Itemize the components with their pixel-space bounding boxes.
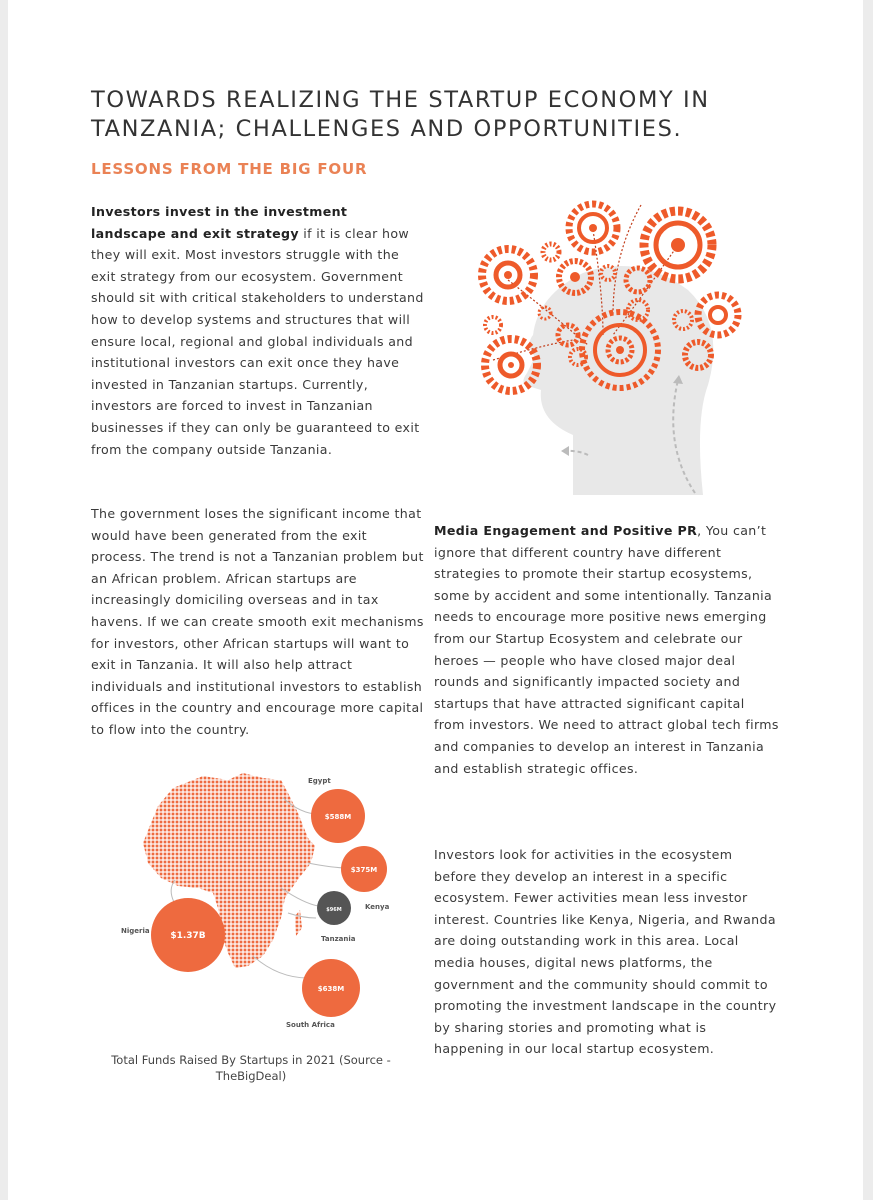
- africa-map-icon: [103, 768, 423, 1038]
- value-kenya-upper: $375M: [350, 866, 378, 874]
- value-nigeria: $1.37B: [170, 931, 206, 941]
- paragraph-media-engagement-lead: Media Engagement and Positive PR: [434, 523, 698, 538]
- paragraph-investor-activities: Investors look for activities in the ecosystem before they develop an interest in a specific ecosystem. Fewer activities mean less investor interest. Countries like Kenya, Nigeria, and Rwanda are doing outstanding work in this area. Local media houses, digital news platforms, the government and the community should commit to promoting the investment landscape in the country by sharing stories and promoting what is happening in our local startup ecosystem.: [434, 847, 777, 1057]
- label-tanzania: Tanzania: [321, 935, 356, 943]
- label-egypt: Egypt: [308, 777, 331, 785]
- value-south-africa: $638M: [317, 985, 345, 993]
- value-kenya: $96M: [326, 907, 342, 913]
- paragraph-government-income: The government loses the significant income that would have been generated from the exit process. The trend is not a Tanzanian problem but an African problem. African startups are increasingly domiciling overseas and in tax havens. If we can create smooth exit mechanisms for investors, other African startups will want to exit in Tanzania. It will also help attract individuals and institutional investors to establish offices in the country and encourage more capital to flow into the country.: [91, 506, 424, 737]
- label-kenya: Kenya: [365, 903, 390, 911]
- page-title: TOWARDS REALIZING THE STARTUP ECONOMY IN TANZANIA; CHALLENGES AND OPPORTUNITIES.: [91, 87, 710, 142]
- paragraph-exit-strategy-lead: Investors invest in the investment landscape and exit strategy: [91, 204, 348, 241]
- paragraph-exit-strategy-body: if it is clear how they will exit. Most investors struggle with the exit strategy from our ecosystem. Government should sit with critical stakeholders to understand how to develop systems and structures that will ensure local, regional and global individuals and institutional investors can exit once they have invested in Tanzanian startups. Currently, investors are forced to invest in Tanzanian businesses if they can only be guaranteed to exit from the company outside Tanzania.: [91, 225, 424, 457]
- paragraph-exit-strategy: [91, 201, 426, 460]
- value-egypt: $588M: [324, 813, 352, 821]
- map-caption: Total Funds Raised By Startups in 2021 (Source - TheBigDeal): [111, 1053, 391, 1083]
- head-with-gears-icon: [463, 195, 753, 505]
- section-subtitle: LESSONS FROM THE BIG FOUR: [91, 160, 368, 178]
- label-south-africa: South Africa: [286, 1021, 335, 1029]
- document-page: [8, 0, 863, 1200]
- paragraph-media-engagement: [434, 520, 779, 779]
- paragraph-media-engagement-body: , You can’t ignore that different country have different strategies to promote their startup ecosystems, some by accident and some intentionally. Tanzania needs to encourage more positive news emerging from our Startup Ecosystem and celebrate our heroes — people who have closed major deal rounds and significantly impacted society and startups that have attracted significant capital from investors. We need to attract global tech firms and companies to develop an interest in Tanzania and establish strategic offices.: [434, 523, 779, 776]
- label-nigeria: Nigeria: [121, 927, 150, 935]
